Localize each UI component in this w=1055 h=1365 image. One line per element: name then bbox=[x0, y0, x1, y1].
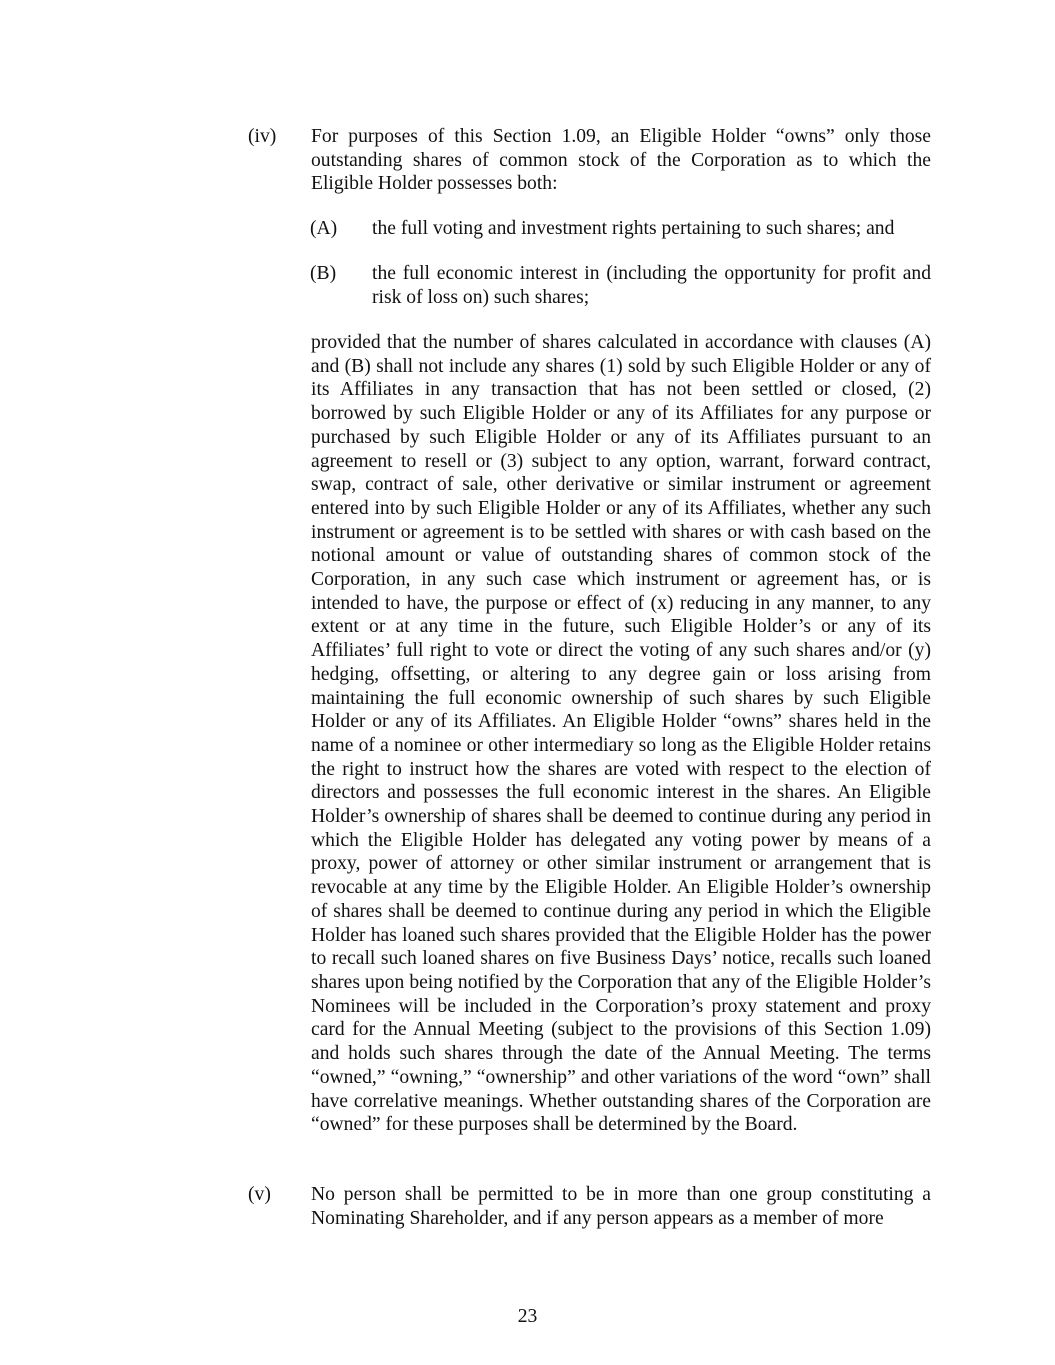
subclause-a-text: the full voting and investment rights pertaining to such shares; and bbox=[372, 218, 895, 239]
subclause-a-label: (A) bbox=[310, 218, 338, 239]
clause-v-label: (v) bbox=[248, 1184, 271, 1205]
subclause-b-text: the full economic interest in (including the opportunity for profit and risk of loss on) such shares; bbox=[372, 263, 931, 308]
clause-iv-label: (iv) bbox=[248, 126, 277, 147]
page-number: 23 bbox=[517, 1306, 538, 1327]
clause-iv-text: For purposes of this Section 1.09, an Eligible Holder “owns” only those outstanding shares of common stock of the Corporation as to which the Eligible Holder possesses both: bbox=[311, 126, 931, 195]
subclause-b-label: (B) bbox=[310, 263, 337, 284]
proviso-paragraph: provided that the number of shares calculated in accordance with clauses (A) and (B) shall not include any shares (1) sold by such Eligible Holder or any of its Affiliates in any transaction that has not been settled or closed, (2) borrowed by such Eligible Holder or any of its Affiliates for any purpose or purchased by such Eligible Holder or any of its Affiliates pursuant to an agreement to resell or (3) subject to any option, warrant, forward contract, swap, contract of sale, other derivative or similar instrument or agreement entered into by such Eligible Holder or any of its Affiliates, whether any such instrument or agreement is to be settled with shares or with cash based on the notional amount or value of outstanding shares of common stock of the Corporation, in any such case which instrument or agreement has, or is intended to have, the purpose or effect of (x) reducing in any manner, to any extent or at any time in the future, such Eligible Holder’s or any of its Affiliates’ full right to vote or direct the voting of any such shares and/or (y) hedging, offsetting, or altering to any degree gain or loss arising from maintaining the full economic ownership of such shares by such Eligible Holder or any of its Affiliates. An Eligible Holder “owns” shares held in the name of a nominee or other intermediary so long as the Eligible Holder retains the right to instruct how the shares are voted with respect to the election of directors and possesses the full economic interest in the shares. An Eligible Holder’s ownership of shares shall be deemed to continue during any period in which the Eligible Holder has delegated any voting power by means of a proxy, power of attorney or other similar instrument or arrangement that is revocable at any time by the Eligible Holder. An Eligible Holder’s ownership of shares shall be deemed to continue during any period in which the Eligible Holder has loaned such shares provided that the Eligible Holder has the power to recall such loaned shares on five Business Days’ notice, recalls such loaned shares upon being notified by the Corporation that any of the Eligible Holder’s Nominees will be included in the Corporation’s proxy statement and proxy card for the Annual Meeting (subject to the provisions of this Section 1.09) and holds such shares through the date of the Annual Meeting. The terms “owned,” “owning,” “ownership” and other variations of the word “own” shall have correlative meanings. Whether outstanding shares of the Corporation are “owned” for these purposes shall be determined by the Board. bbox=[311, 332, 931, 1136]
clause-v-text: No person shall be permitted to be in more than one group constituting a Nominating Shareholder, and if any person appears as a member of more bbox=[311, 1184, 931, 1229]
